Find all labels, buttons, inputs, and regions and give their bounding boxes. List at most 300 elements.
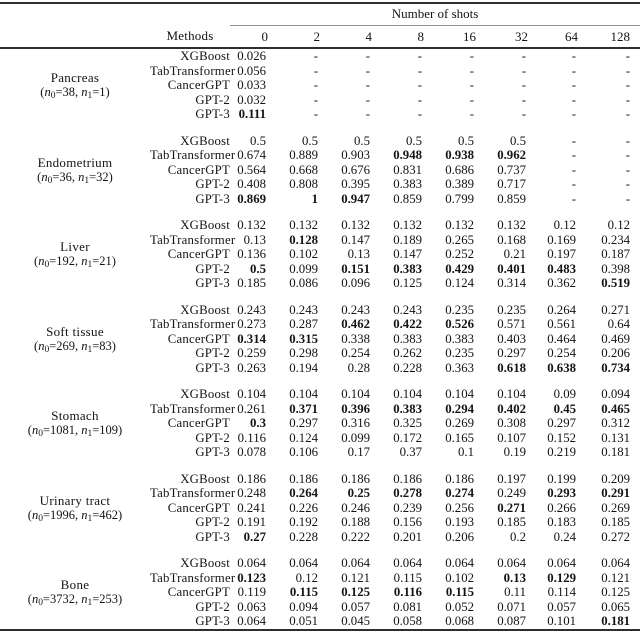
metric-cell: 0.104 bbox=[341, 387, 370, 401]
metric-cell: 0.12 bbox=[553, 218, 576, 232]
metric-cell: 0.057 bbox=[547, 599, 576, 614]
method-cell: TabTransformer bbox=[150, 148, 236, 162]
metric-cell: 0.266 bbox=[547, 500, 576, 515]
metric-cell: - bbox=[625, 92, 631, 107]
metric-cell: 0.032 bbox=[237, 92, 266, 107]
methods-column-header: Methods bbox=[150, 26, 230, 49]
metric-cell: 0.363 bbox=[445, 360, 474, 375]
metric-cell: - bbox=[571, 78, 576, 92]
metric-cell: 0.186 bbox=[341, 471, 370, 486]
metric-cell: 0.362 bbox=[547, 276, 576, 290]
metric-cell: 0.273 bbox=[237, 317, 266, 331]
group-spacer-row bbox=[0, 375, 640, 387]
metric-cell: 0.13 bbox=[243, 232, 266, 247]
metric-cell: - bbox=[571, 107, 576, 121]
metric-cell: 0.264 bbox=[289, 486, 318, 500]
metric-cell: 0.248 bbox=[237, 486, 266, 500]
method-cell: GPT-2 bbox=[195, 261, 230, 276]
metric-cell: 0.151 bbox=[341, 261, 370, 276]
metric-cell: 0.291 bbox=[601, 486, 631, 500]
metric-cell: 0.243 bbox=[237, 302, 266, 317]
metric-cell: 0.25 bbox=[347, 486, 370, 500]
results-table bbox=[0, 2, 640, 631]
metric-cell: 0.37 bbox=[399, 445, 422, 459]
metric-cell: 0.156 bbox=[393, 515, 422, 529]
metric-cell: 0.274 bbox=[445, 486, 474, 500]
metric-cell: 0.09 bbox=[553, 387, 576, 401]
metric-cell: 0.799 bbox=[445, 191, 474, 206]
metric-cell: - bbox=[625, 191, 631, 206]
metric-cell: 0.254 bbox=[547, 346, 576, 360]
metric-cell: 0.396 bbox=[341, 401, 370, 416]
metric-cell: 0.254 bbox=[341, 346, 370, 360]
metric-cell: 0.12 bbox=[607, 218, 631, 232]
metric-cell: 0.465 bbox=[601, 401, 631, 416]
metric-cell: 0.228 bbox=[393, 360, 422, 375]
metric-cell: 0.297 bbox=[289, 416, 318, 430]
metric-cell: - bbox=[469, 49, 474, 63]
metric-cell: 0.45 bbox=[553, 401, 576, 416]
method-cell: GPT-3 bbox=[195, 529, 230, 544]
metric-cell: 0.056 bbox=[237, 63, 266, 78]
metric-cell: 0.464 bbox=[547, 331, 576, 346]
metric-cell: - bbox=[571, 191, 576, 206]
metric-cell: 0.147 bbox=[393, 247, 422, 261]
shot-count-header: 128 bbox=[578, 26, 640, 49]
metric-cell: - bbox=[521, 92, 526, 107]
table-row bbox=[0, 387, 640, 402]
group-name: Urinary tract bbox=[39, 492, 111, 508]
metric-cell: 0.086 bbox=[289, 276, 318, 290]
metric-cell: - bbox=[313, 49, 318, 63]
metric-cell: 0.469 bbox=[601, 331, 631, 346]
metric-cell: 0.115 bbox=[393, 570, 422, 585]
metric-cell: 0.172 bbox=[393, 430, 422, 445]
metric-cell: 0.132 bbox=[341, 218, 370, 232]
metric-cell: 0.5 bbox=[302, 133, 318, 148]
metric-cell: 0.199 bbox=[547, 471, 576, 486]
metric-cell: 0.429 bbox=[445, 261, 474, 276]
group-spacer-row bbox=[0, 460, 640, 472]
metric-cell: 0.065 bbox=[601, 599, 631, 614]
group-spacer-row bbox=[0, 291, 640, 303]
metric-cell: 0.262 bbox=[393, 346, 422, 360]
metric-cell: - bbox=[313, 107, 318, 121]
method-cell: TabTransformer bbox=[150, 317, 236, 331]
metric-cell: 0.243 bbox=[341, 302, 370, 317]
metric-cell: 0.243 bbox=[289, 302, 318, 317]
metric-cell: - bbox=[625, 49, 631, 63]
method-cell: GPT-2 bbox=[195, 177, 230, 191]
shots-group-header: Number of shots bbox=[230, 3, 640, 26]
metric-cell: - bbox=[417, 49, 422, 63]
metric-cell: 0.27 bbox=[243, 529, 266, 544]
group-sample-counts: ($n_0=192$, $n_1=21$) bbox=[34, 254, 116, 271]
group-sample-counts: ($n_0=1081$, $n_1=109$) bbox=[27, 423, 123, 440]
spacer-cell bbox=[0, 122, 640, 134]
group-spacer-row bbox=[0, 122, 640, 134]
metric-cell: 0.19 bbox=[503, 445, 526, 459]
method-cell: CancerGPT bbox=[167, 331, 230, 346]
metric-cell: 0.132 bbox=[393, 218, 422, 232]
shot-count-header: 2 bbox=[268, 26, 320, 49]
metric-cell: 0.064 bbox=[237, 556, 266, 570]
metric-cell: 0.737 bbox=[497, 162, 526, 177]
metric-cell: 0.519 bbox=[601, 276, 631, 290]
metric-cell: 0.395 bbox=[341, 177, 370, 191]
metric-cell: 0.314 bbox=[497, 276, 526, 290]
metric-cell: 0.064 bbox=[601, 556, 631, 570]
metric-cell: 0.17 bbox=[347, 445, 370, 459]
metric-cell: - bbox=[521, 63, 526, 78]
metric-cell: 0.206 bbox=[601, 346, 631, 360]
metric-cell: 0.316 bbox=[341, 416, 370, 430]
metric-cell: 0.676 bbox=[341, 162, 370, 177]
metric-cell: 0.209 bbox=[601, 471, 631, 486]
metric-cell: - bbox=[521, 78, 526, 92]
metric-cell: 0.201 bbox=[393, 529, 422, 544]
metric-cell: 0.099 bbox=[341, 430, 370, 445]
metric-cell: - bbox=[469, 92, 474, 107]
table-row bbox=[0, 218, 640, 233]
method-cell: GPT-2 bbox=[195, 92, 230, 107]
metric-cell: 0.064 bbox=[497, 556, 526, 570]
metric-cell: 0.128 bbox=[289, 232, 318, 247]
metric-cell: - bbox=[625, 133, 631, 148]
metric-cell: 0.271 bbox=[601, 302, 631, 317]
metric-cell: 0.104 bbox=[445, 387, 474, 401]
group-label bbox=[0, 218, 150, 291]
metric-cell: 0.294 bbox=[445, 401, 474, 416]
metric-cell: 0.099 bbox=[289, 261, 318, 276]
metric-cell: 0.064 bbox=[237, 614, 266, 628]
group-label bbox=[0, 134, 150, 207]
metric-cell: 0.271 bbox=[497, 500, 526, 515]
metric-cell: 0.101 bbox=[547, 614, 576, 628]
metric-cell: 0.859 bbox=[393, 191, 422, 206]
metric-cell: 0.106 bbox=[289, 445, 318, 459]
metric-cell: 0.962 bbox=[497, 148, 526, 162]
metric-cell: 0.169 bbox=[547, 232, 576, 247]
metric-cell: 0.462 bbox=[341, 317, 370, 331]
method-cell: XGBoost bbox=[180, 302, 230, 317]
metric-cell: 0.383 bbox=[393, 177, 422, 191]
method-cell: CancerGPT bbox=[167, 162, 230, 177]
metric-cell: - bbox=[625, 63, 631, 78]
shots-title-row bbox=[0, 3, 640, 26]
metric-cell: 0.315 bbox=[289, 331, 318, 346]
metric-cell: 0.293 bbox=[547, 486, 576, 500]
group-sample-counts: ($n_0=269$, $n_1=83$) bbox=[34, 338, 116, 355]
method-cell: GPT-3 bbox=[195, 360, 230, 375]
metric-cell: 0.422 bbox=[393, 317, 422, 331]
metric-cell: 0.147 bbox=[341, 232, 370, 247]
metric-cell: 0.129 bbox=[547, 570, 576, 585]
metric-cell: 0.033 bbox=[237, 78, 266, 92]
metric-cell: 0.152 bbox=[547, 430, 576, 445]
metric-cell: 0.571 bbox=[497, 317, 526, 331]
metric-cell: 0.121 bbox=[341, 570, 370, 585]
group-label bbox=[0, 472, 150, 545]
metric-cell: 0.123 bbox=[237, 570, 266, 585]
metric-cell: 0.114 bbox=[547, 585, 576, 599]
metric-cell: 0.2 bbox=[510, 529, 526, 544]
method-cell: GPT-3 bbox=[195, 191, 230, 206]
table-row bbox=[0, 556, 640, 571]
metric-cell: 0.314 bbox=[237, 331, 266, 346]
metric-cell: - bbox=[469, 63, 474, 78]
metric-cell: 0.298 bbox=[289, 346, 318, 360]
metric-cell: 0.5 bbox=[406, 133, 422, 148]
metric-cell: 0.717 bbox=[497, 177, 526, 191]
metric-cell: 0.186 bbox=[237, 471, 266, 486]
metric-cell: 0.869 bbox=[237, 191, 266, 206]
metric-cell: 0.261 bbox=[237, 401, 266, 416]
spacer-cell bbox=[0, 206, 640, 218]
metric-cell: 0.561 bbox=[547, 317, 576, 331]
metric-cell: - bbox=[571, 92, 576, 107]
metric-cell: 0.668 bbox=[289, 162, 318, 177]
group-sample-counts: ($n_0=36$, $n_1=32$) bbox=[37, 169, 113, 186]
shot-count-header: 8 bbox=[372, 26, 424, 49]
metric-cell: 0.383 bbox=[445, 331, 474, 346]
metric-cell: 0.235 bbox=[445, 346, 474, 360]
metric-cell: 0.241 bbox=[237, 500, 266, 515]
metric-cell: 0.3 bbox=[250, 416, 266, 430]
metric-cell: 0.219 bbox=[547, 445, 576, 459]
metric-cell: 0.168 bbox=[497, 232, 526, 247]
metric-cell: 0.206 bbox=[445, 529, 474, 544]
group-sample-counts: ($n_0=3732$, $n_1=253$) bbox=[27, 592, 123, 609]
metric-cell: 0.115 bbox=[445, 585, 474, 599]
metric-cell: 0.116 bbox=[237, 430, 266, 445]
metric-cell: - bbox=[417, 92, 422, 107]
metric-cell: 0.256 bbox=[445, 500, 474, 515]
method-cell: GPT-3 bbox=[195, 614, 230, 628]
metric-cell: - bbox=[625, 162, 631, 177]
metric-cell: 0.269 bbox=[601, 500, 631, 515]
metric-cell: 0.064 bbox=[341, 556, 370, 570]
group-sample-counts: ($n_0=38$, $n_1=1$) bbox=[40, 85, 110, 102]
metric-cell: 0.263 bbox=[237, 360, 266, 375]
metric-cell: 0.125 bbox=[601, 585, 631, 599]
metric-cell: 0.119 bbox=[237, 585, 266, 599]
metric-cell: 0.111 bbox=[238, 107, 266, 121]
metric-cell: 0.269 bbox=[445, 416, 474, 430]
metric-cell: 0.246 bbox=[341, 500, 370, 515]
metric-cell: 0.398 bbox=[601, 261, 631, 276]
method-cell: CancerGPT bbox=[167, 416, 230, 430]
method-cell: TabTransformer bbox=[150, 570, 236, 585]
method-cell: XGBoost bbox=[180, 387, 230, 401]
metric-cell: - bbox=[417, 107, 422, 121]
shot-count-header: 0 bbox=[230, 26, 268, 49]
metric-cell: 0.526 bbox=[445, 317, 474, 331]
group-name: Soft tissue bbox=[46, 323, 104, 339]
method-cell: XGBoost bbox=[180, 49, 230, 63]
spacer-cell bbox=[0, 375, 640, 387]
metric-cell: 0.28 bbox=[347, 360, 370, 375]
metric-cell: 0.064 bbox=[393, 556, 422, 570]
metric-cell: - bbox=[313, 63, 318, 78]
table-row bbox=[0, 48, 640, 64]
metric-cell: 0.297 bbox=[497, 346, 526, 360]
metric-cell: 0.096 bbox=[341, 276, 370, 290]
metric-cell: 0.125 bbox=[393, 276, 422, 290]
metric-cell: 0.136 bbox=[237, 247, 266, 261]
method-cell: CancerGPT bbox=[167, 78, 230, 92]
metric-cell: 0.889 bbox=[289, 148, 318, 162]
metric-cell: 0.197 bbox=[497, 471, 526, 486]
metric-cell: 0.193 bbox=[445, 515, 474, 529]
table-row bbox=[0, 303, 640, 318]
metric-cell: 0.191 bbox=[237, 515, 266, 529]
spacer-cell bbox=[0, 460, 640, 472]
metric-cell: 0.052 bbox=[445, 599, 474, 614]
metric-cell: 0.1 bbox=[458, 445, 474, 459]
metric-cell: 0.051 bbox=[289, 614, 318, 628]
metric-cell: 0.5 bbox=[354, 133, 370, 148]
metric-cell: 0.064 bbox=[289, 556, 318, 570]
metric-cell: 0.131 bbox=[601, 430, 631, 445]
metric-cell: 0.228 bbox=[289, 529, 318, 544]
shot-count-header: 4 bbox=[320, 26, 372, 49]
metric-cell: 0.192 bbox=[289, 515, 318, 529]
metric-cell: 0.5 bbox=[510, 133, 526, 148]
group-spacer-row bbox=[0, 206, 640, 218]
method-cell: GPT-2 bbox=[195, 430, 230, 445]
metric-cell: 0.383 bbox=[393, 331, 422, 346]
shot-count-header: 64 bbox=[528, 26, 578, 49]
metric-cell: 0.483 bbox=[547, 261, 576, 276]
metric-cell: 0.087 bbox=[497, 614, 526, 628]
metric-cell: - bbox=[521, 107, 526, 121]
method-cell: CancerGPT bbox=[167, 247, 230, 261]
table-body bbox=[0, 48, 640, 630]
metric-cell: 0.403 bbox=[497, 331, 526, 346]
method-cell: TabTransformer bbox=[150, 486, 236, 500]
metric-cell: - bbox=[571, 133, 576, 148]
metric-cell: 0.165 bbox=[445, 430, 474, 445]
metric-cell: - bbox=[571, 177, 576, 191]
metric-cell: 0.235 bbox=[497, 302, 526, 317]
header-empty-cell bbox=[0, 26, 150, 49]
method-cell: GPT-2 bbox=[195, 346, 230, 360]
metric-cell: 0.252 bbox=[445, 247, 474, 261]
metric-cell: 0.265 bbox=[445, 232, 474, 247]
metric-cell: 0.13 bbox=[503, 570, 526, 585]
metric-cell: 0.947 bbox=[341, 191, 370, 206]
metric-cell: 0.104 bbox=[289, 387, 318, 401]
metric-cell: 0.278 bbox=[393, 486, 422, 500]
metric-cell: 0.948 bbox=[393, 148, 422, 162]
method-cell: TabTransformer bbox=[150, 232, 236, 247]
metric-cell: 0.831 bbox=[393, 162, 422, 177]
metric-cell: 0.226 bbox=[289, 500, 318, 515]
metric-cell: 0.078 bbox=[237, 445, 266, 459]
metric-cell: 0.094 bbox=[601, 387, 631, 401]
metric-cell: 0.064 bbox=[547, 556, 576, 570]
metric-cell: 0.5 bbox=[250, 133, 266, 148]
table-row bbox=[0, 472, 640, 487]
metric-cell: 0.808 bbox=[289, 177, 318, 191]
metric-cell: - bbox=[571, 63, 576, 78]
method-cell: GPT-3 bbox=[195, 107, 230, 121]
metric-cell: 0.638 bbox=[547, 360, 576, 375]
metric-cell: 0.13 bbox=[347, 247, 370, 261]
metric-cell: 0.312 bbox=[601, 416, 631, 430]
method-cell: CancerGPT bbox=[167, 500, 230, 515]
metric-cell: 0.401 bbox=[497, 261, 526, 276]
metric-cell: 0.102 bbox=[289, 247, 318, 261]
metric-cell: 0.183 bbox=[547, 515, 576, 529]
metric-cell: 0.24 bbox=[553, 529, 576, 544]
metric-cell: - bbox=[469, 107, 474, 121]
metric-cell: 0.187 bbox=[601, 247, 631, 261]
group-name: Pancreas bbox=[50, 70, 100, 86]
metric-cell: 0.186 bbox=[393, 471, 422, 486]
method-cell: XGBoost bbox=[180, 218, 230, 232]
metric-cell: 0.045 bbox=[341, 614, 370, 628]
spacer-cell bbox=[0, 291, 640, 303]
metric-cell: - bbox=[571, 148, 576, 162]
metric-cell: 0.11 bbox=[504, 585, 526, 599]
metric-cell: 0.402 bbox=[497, 401, 526, 416]
header-empty-cell bbox=[0, 3, 230, 26]
metric-cell: 0.181 bbox=[601, 445, 631, 459]
shot-count-header: 16 bbox=[424, 26, 476, 49]
method-cell: GPT-3 bbox=[195, 276, 230, 290]
metric-cell: 0.132 bbox=[289, 218, 318, 232]
metric-cell: 0.081 bbox=[393, 599, 422, 614]
metric-cell: 0.057 bbox=[341, 599, 370, 614]
metric-cell: - bbox=[625, 177, 631, 191]
metric-cell: 0.5 bbox=[250, 261, 266, 276]
metric-cell: 0.194 bbox=[289, 360, 318, 375]
method-cell: XGBoost bbox=[180, 471, 230, 486]
group-name: Bone bbox=[60, 577, 90, 593]
metric-cell: - bbox=[365, 78, 370, 92]
metric-cell: 0.064 bbox=[445, 556, 474, 570]
group-label bbox=[0, 303, 150, 376]
group-name: Liver bbox=[60, 239, 90, 255]
metric-cell: 0.383 bbox=[393, 401, 422, 416]
metric-cell: 1 bbox=[311, 191, 318, 206]
metric-cell: 0.124 bbox=[445, 276, 474, 290]
metric-cell: 0.026 bbox=[237, 49, 266, 63]
metric-cell: - bbox=[313, 92, 318, 107]
group-label bbox=[0, 556, 150, 630]
metric-cell: 0.104 bbox=[237, 387, 266, 401]
table-row bbox=[0, 134, 640, 149]
metric-cell: 0.124 bbox=[289, 430, 318, 445]
method-cell: TabTransformer bbox=[150, 401, 236, 416]
metric-cell: 0.185 bbox=[497, 515, 526, 529]
group-name: Stomach bbox=[51, 408, 99, 424]
metric-cell: 0.12 bbox=[295, 570, 318, 585]
metric-cell: 0.188 bbox=[341, 515, 370, 529]
metric-cell: 0.859 bbox=[497, 191, 526, 206]
metric-cell: - bbox=[365, 107, 370, 121]
metric-cell: 0.674 bbox=[237, 148, 266, 162]
metric-cell: 0.186 bbox=[289, 471, 318, 486]
metric-cell: 0.107 bbox=[497, 430, 526, 445]
metric-cell: 0.734 bbox=[601, 360, 631, 375]
metric-cell: - bbox=[313, 78, 318, 92]
metric-cell: 0.64 bbox=[607, 317, 631, 331]
metric-cell: 0.235 bbox=[445, 302, 474, 317]
metric-cell: 0.564 bbox=[237, 162, 266, 177]
